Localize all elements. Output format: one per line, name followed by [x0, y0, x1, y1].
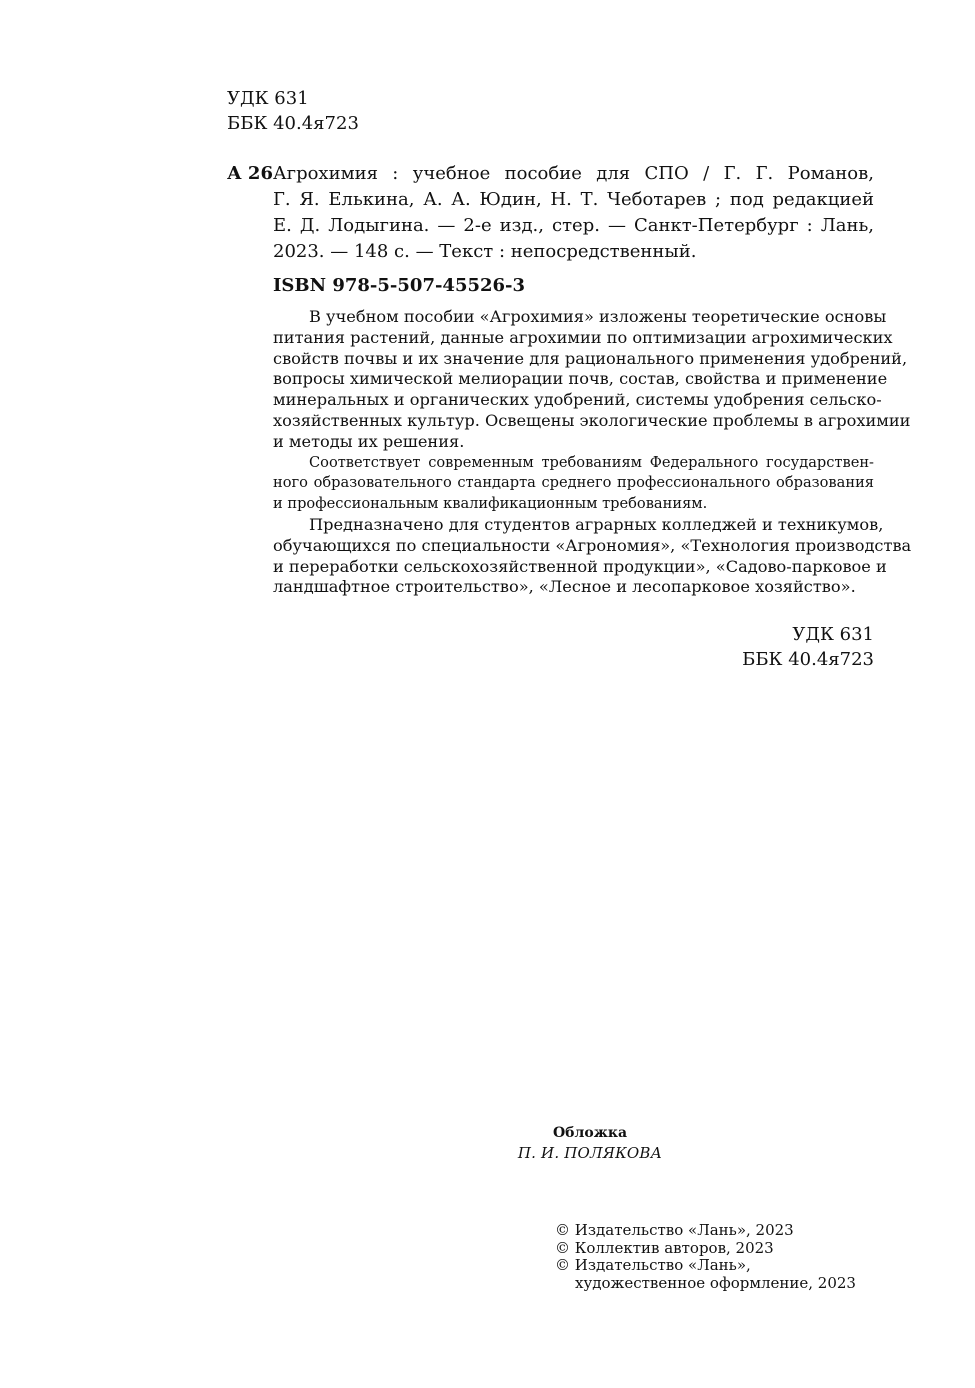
- udk-code: УДК 631: [227, 88, 309, 109]
- abstract-line: хозяйственных культур. Освещены экологические проблемы в агрохимии: [273, 410, 911, 430]
- abstract-line: минеральных и органических удобрений, системы удобрения сельско-: [273, 390, 882, 410]
- isbn: ISBN 978-5-507-45526-3: [273, 275, 526, 296]
- abstract-line: обучающихся по специальности «Агрономия», «Технология производства: [273, 535, 912, 555]
- abstract-line: питания растений, данные агрохимии по оптимизации агрохимических: [273, 327, 893, 347]
- abstract-line: и переработки сельскохозяйственной продукции», «Садово-парковое и: [273, 556, 887, 576]
- abstract-line: и профессиональным квалификационным требованиям.: [273, 495, 708, 513]
- bibliographic-entry: [273, 161, 874, 265]
- copyright-line: © Издательство «Лань»,: [555, 1256, 751, 1274]
- abstract-paragraph-2: [273, 453, 874, 515]
- abstract: [273, 307, 912, 598]
- bottom-classification-codes: [674, 622, 874, 672]
- abstract-paragraph-1: [273, 307, 911, 453]
- author-mark: А 26: [227, 163, 273, 184]
- abstract-line: Предназначено для студентов аграрных колледжей и техникумов,: [309, 514, 884, 534]
- abstract-line: свойств почвы и их значение для рационального применения удобрений,: [273, 348, 908, 368]
- abstract-line: ного образовательного стандарта среднего профессионального образования: [273, 474, 874, 492]
- entry-line: Е. Д. Лодыгина. — 2-е изд., стер. — Санкт-Петербург : Лань,: [273, 215, 874, 236]
- copyright-block: [555, 1222, 856, 1292]
- cover-label: Обложка: [552, 1125, 628, 1141]
- entry-line: 2023. — 148 с. — Текст : непосредственный.: [273, 241, 697, 262]
- copyright-line: © Издательство «Лань», 2023: [555, 1221, 794, 1239]
- udk-code: УДК 631: [792, 624, 874, 645]
- copyright-line: © Коллектив авторов, 2023: [555, 1238, 774, 1257]
- bbk-code: ББК 40.4я723: [227, 113, 359, 134]
- abstract-line: В учебном пособии «Агрохимия» изложены теоретические основы: [309, 307, 887, 326]
- bbk-code: ББК 40.4я723: [742, 649, 874, 670]
- abstract-line: Соответствует современным требованиям Федерального государствен-: [309, 453, 874, 471]
- cover-designer-name: П. И. ПОЛЯКОВА: [517, 1144, 663, 1162]
- abstract-paragraph-3: [273, 514, 912, 598]
- top-classification-codes: [227, 86, 359, 136]
- abstract-line: и методы их решения.: [273, 431, 465, 451]
- cover-credit: [470, 1123, 710, 1164]
- copyright-line: художественное оформление, 2023: [575, 1273, 856, 1292]
- entry-line: Г. Я. Елькина, А. А. Юдин, Н. Т. Чеботарев ; под редакцией: [273, 189, 874, 210]
- abstract-line: ландшафтное строительство», «Лесное и лесопарковое хозяйство».: [273, 577, 856, 597]
- entry-line: Агрохимия : учебное пособие для СПО / Г. Г. Романов,: [273, 163, 874, 184]
- abstract-line: вопросы химической мелиорации почв, состав, свойства и применение: [273, 369, 888, 389]
